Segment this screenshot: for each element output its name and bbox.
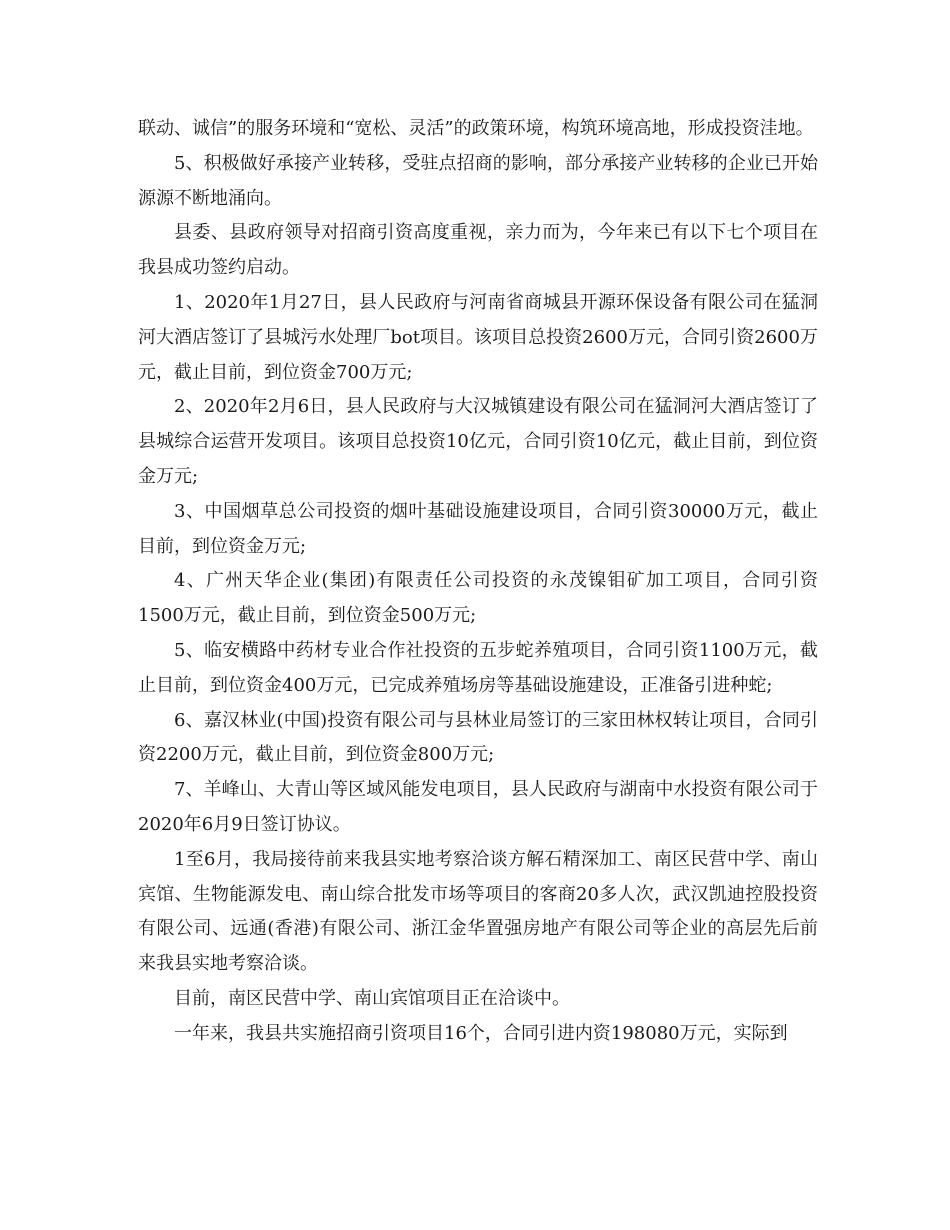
paragraph-project-5: 5、临安横路中药材专业合作社投资的五步蛇养殖项目，合同引资1100万元，截止目前，到位资金400万元，已完成养殖场房等基础设施建设，正准备引进种蛇; [138,639,818,696]
paragraph-project-4: 4、广州天华企业(集团)有限责任公司投资的永茂镍钼矿加工项目，合同引资1500万元，截止目前，到位资金500万元; [138,570,818,627]
document-body [138,112,818,1052]
paragraph-project-1: 1、2020年1月27日，县人民政府与河南省商城县开源环保设备有限公司在猛洞河大酒店签订了县城污水处理厂bot项目。该项目总投资2600万元，合同引资2600万元，截止目前，到位资金700万元; [138,291,818,383]
paragraph-continuation: 联动、诚信”的服务环境和“宽松、灵活”的政策环境，构筑环境高地，形成投资洼地。 [138,118,814,139]
paragraph-project-3: 3、中国烟草总公司投资的烟叶基础设施建设项目，合同引资30000万元，截止目前，到位资金万元; [138,500,818,557]
paragraph-seven-projects-intro: 县委、县政府领导对招商引资高度重视，亲力而为，今年来已有以下七个项目在我县成功签约启动。 [138,222,818,279]
paragraph-negotiations: 目前，南区民营中学、南山宾馆项目正在洽谈中。 [174,987,570,1009]
paragraph-project-2: 2、2020年2月6日，县人民政府与大汉城镇建设有限公司在猛洞河大酒店签订了县城综合运营开发项目。该项目总投资10亿元，合同引资10亿元，截止目前，到位资金万元; [138,396,818,487]
paragraph-annual-summary: 一年来，我县共实施招商引资项目16个，合同引进内资198080万元，实际到 [174,1022,788,1044]
paragraph-project-7: 7、羊峰山、大青山等区域风能发电项目，县人民政府与湖南中水投资有限公司于2020年6月9日签订协议。 [138,779,818,835]
paragraph-site-visits: 1至6月，我局接待前来我县实地考察洽谈方解石精深加工、南区民营中学、南山宾馆、生物能源发电、南山综合批发市场等项目的客商20多人次，武汉凯迪控股投资有限公司、远通(香港)有限公司、浙江金华置强房地产有限公司等企业的高层先后前来我县实地考察洽谈。 [138,848,818,975]
paragraph-project-6: 6、嘉汉林业(中国)投资有限公司与县林业局签订的三家田林权转让项目，合同引资2200万元，截止目前，到位资金800万元; [138,709,818,766]
paragraph-item-5-industry-transfer: 5、积极做好承接产业转移，受驻点招商的影响，部分承接产业转移的企业已开始源源不断地涌向。 [138,152,818,209]
